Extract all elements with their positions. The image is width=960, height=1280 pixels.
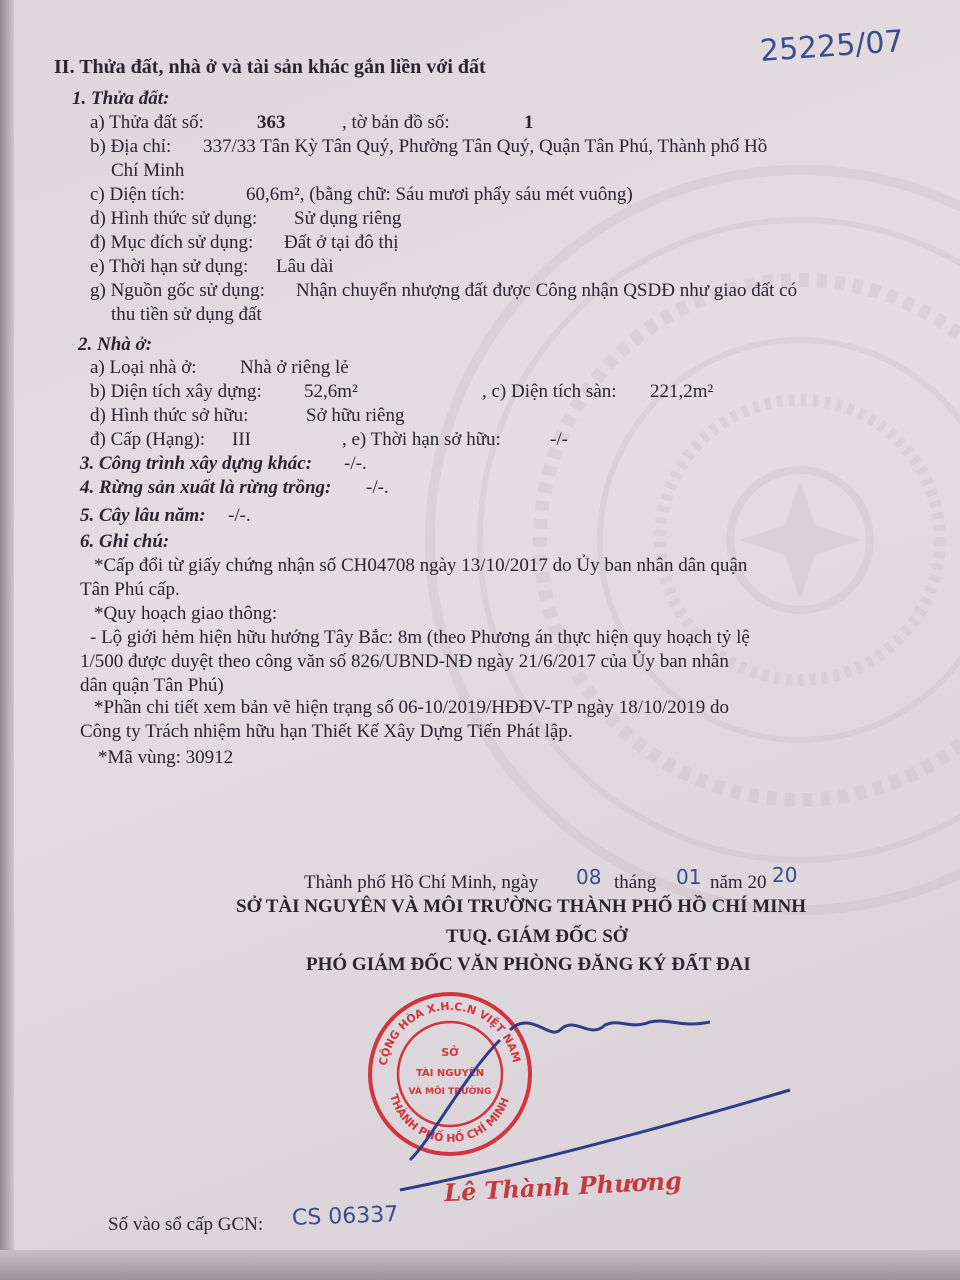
land-use-form: Sử dụng riêng [294,208,402,229]
house-grade: III [232,429,251,450]
item5-label: 5. Cây lâu năm: [80,505,206,526]
land-heading: 1. Thửa đất: [72,88,170,109]
land-origin-line2: thu tiền sử dụng đất [111,304,262,325]
page-edge [0,0,14,1280]
date-year-label: năm 20 [710,872,767,893]
signer-title: PHÓ GIÁM ĐỐC VĂN PHÒNG ĐĂNG KÝ ĐẤT ĐAI [306,954,751,975]
notes-heading: 6. Ghi chú: [80,531,170,552]
land-e-label: e) Thời hạn sử dụng: [90,256,249,277]
note-line-9: *Mã vùng: 30912 [98,747,234,768]
land-address-line2: Chí Minh [111,160,185,181]
land-dd-label: đ) Mục đích sử dụng: [90,232,254,253]
item4-label: 4. Rừng sản xuất là rừng trồng: [80,477,332,498]
table-surface [0,1250,960,1280]
authorization-line: TUQ. GIÁM ĐỐC SỞ [446,926,628,947]
land-address-line1: 337/33 Tân Kỳ Tân Quý, Phường Tân Quý, Quận Tân Phú, Thành phố Hồ [203,136,768,157]
house-type: Nhà ở riêng lẻ [240,357,349,378]
date-day: 08 [576,865,602,889]
note-line-5: 1/500 được duyệt theo công văn số 826/UBND-NĐ ngày 21/6/2017 của Ủy ban nhân [80,651,729,672]
house-a-label: a) Loại nhà ở: [90,357,197,378]
note-line-7: *Phần chi tiết xem bản vẽ hiện trạng số 06-10/2019/HĐĐV-TP ngày 18/10/2019 do [94,697,730,718]
svg-text:SỞ: SỞ [441,1046,459,1059]
signer-name: Lê Thành Phương [443,1165,683,1208]
date-month: 01 [676,865,702,889]
note-line-6: dân quận Tân Phú) [80,675,224,696]
house-b-label: b) Diện tích xây dựng: [90,381,262,402]
house-ownership-form: Sở hữu riêng [306,405,405,426]
section-title: II. Thửa đất, nhà ở và tài sản khác gắn liền với đất [54,56,486,78]
svg-text:VÀ MÔI TRƯỜNG: VÀ MÔI TRƯỜNG [408,1087,492,1097]
house-dd-label: đ) Cấp (Hạng): [90,429,206,450]
house-c-label: , c) Diện tích sàn: [482,381,617,402]
land-use-purpose: Đất ở tại đô thị [284,232,399,253]
drum-watermark-icon [420,160,960,920]
svg-text:THÀNH PHỐ HỒ CHÍ MINH: THÀNH PHỐ HỒ CHÍ MINH [386,1092,512,1146]
gcn-number: CS 06337 [291,1202,399,1231]
land-map-sheet: 1 [524,112,534,133]
svg-text:CỘNG HÒA X.H.C.N VIỆT NAM: CỘNG HÒA X.H.C.N VIỆT NAM [376,999,523,1067]
date-prefix: Thành phố Hồ Chí Minh, ngày [304,872,539,893]
gcn-label: Số vào sổ cấp GCN: [108,1214,264,1235]
house-floor-area: 221,2m² [650,381,714,402]
house-ownership-term: -/- [550,429,568,450]
note-line-4: - Lộ giới hẻm hiện hữu hướng Tây Bắc: 8m (theo Phương án thực hiện quy hoạch tỷ lệ [90,627,750,648]
land-g-label: g) Nguồn gốc sử dụng: [90,280,265,301]
land-parcel-number: 363 [257,112,286,133]
note-line-3: *Quy hoạch giao thông: [94,603,278,624]
svg-text:TÀI NGUYÊN: TÀI NGUYÊN [415,1068,485,1079]
note-line-2: Tân Phú cấp. [80,579,180,600]
land-a-separator: , tờ bản đồ số: [342,112,450,133]
house-e-label: , e) Thời hạn sở hữu: [342,429,501,450]
item4-value: -/-. [366,477,389,498]
issuing-organization: SỞ TÀI NGUYÊN VÀ MÔI TRƯỜNG THÀNH PHỐ HỒ CHÍ MINH [236,896,807,917]
land-a-label: a) Thửa đất số: [90,112,204,133]
land-b-label: b) Địa chỉ: [90,136,172,157]
item5-value: -/-. [228,505,251,526]
item3-value: -/-. [344,453,367,474]
house-d-label: d) Hình thức sở hữu: [90,405,249,426]
date-year: 20 [772,863,798,887]
handwritten-reference: 25225/07 [758,24,905,69]
note-line-8: Công ty Trách nhiệm hữu hạn Thiết Kế Xây Dựng Tiến Phát lập. [80,721,573,742]
date-month-label: tháng [614,872,657,893]
house-build-area: 52,6m² [304,381,358,402]
item3-label: 3. Công trình xây dựng khác: [80,453,313,474]
land-area: 60,6m², (bằng chữ: Sáu mươi phẩy sáu mét vuông) [246,184,633,205]
land-c-label: c) Diện tích: [90,184,185,205]
note-line-1: *Cấp đổi từ giấy chứng nhận số CH04708 ngày 13/10/2017 do Ủy ban nhân dân quận [94,555,748,576]
land-d-label: d) Hình thức sử dụng: [90,208,258,229]
house-heading: 2. Nhà ở: [78,334,153,355]
land-origin-line1: Nhận chuyển nhượng đất được Công nhận QSDĐ như giao đất có [296,280,798,301]
land-use-term: Lâu dài [276,256,334,277]
